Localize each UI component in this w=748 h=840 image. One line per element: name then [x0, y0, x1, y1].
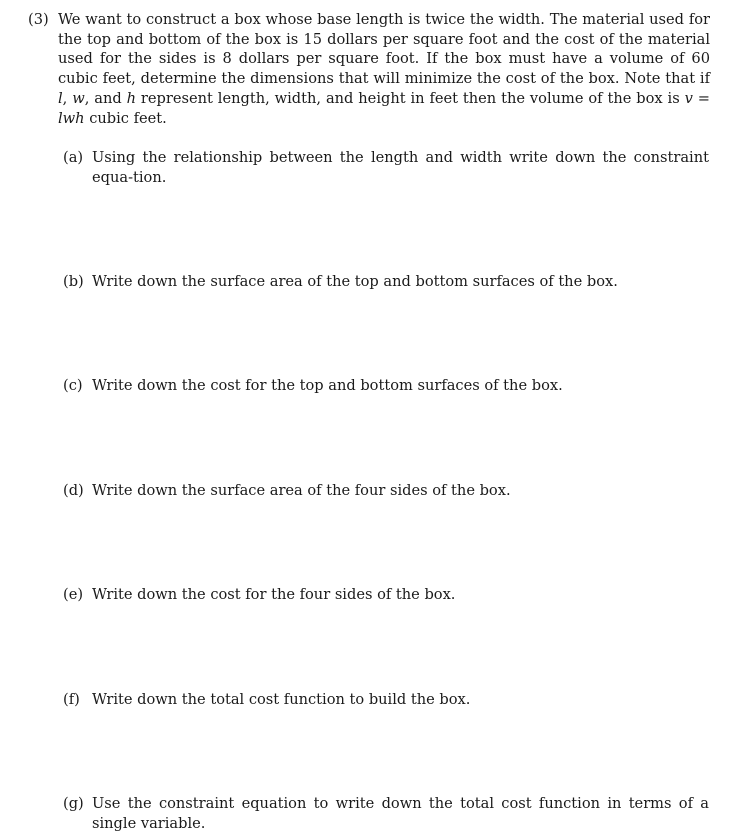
- part-g-label: (g): [63, 795, 84, 812]
- part-e-text: Write down the cost for the four sides of the box.: [92, 586, 456, 603]
- problem-text-part-3: cubic feet.: [84, 109, 167, 127]
- var-h: h: [126, 89, 137, 107]
- problem-statement: [28, 10, 710, 128]
- problem-number: (3): [28, 11, 49, 28]
- part-e-label: (e): [63, 586, 84, 603]
- var-w: w: [72, 89, 85, 107]
- part-d: [63, 481, 709, 501]
- part-c-text: Write down the cost for the top and bottom surfaces of the box.: [92, 377, 563, 394]
- problem-text-part-1: We want to construct a box whose base length is twice the width. The material used for the top and bottom of the box is 15 dollars per square foot and the cost of the material used for the sides is 8 dollars per square foot. If the box must have a volume of 60 cubic feet, determine the dimensions that will minimize the cost of the box. Note that if: [58, 11, 710, 88]
- part-f-label: (f): [63, 691, 80, 708]
- part-g-text: Use the constraint equation to write down the total cost function in terms of a single variable.: [92, 795, 709, 832]
- problem-text-part-2: represent length, width, and height in feet then the volume of the box is: [136, 89, 685, 107]
- part-f-text: Write down the total cost function to build the box.: [92, 691, 471, 708]
- part-b-label: (b): [63, 273, 84, 290]
- part-a-label: (a): [63, 149, 84, 166]
- part-d-text: Write down the surface area of the four sides of the box.: [92, 482, 511, 499]
- part-a: [63, 148, 709, 187]
- var-l: l: [58, 89, 63, 107]
- part-g: [63, 794, 709, 833]
- part-b-text: Write down the surface area of the top and bottom surfaces of the box.: [92, 273, 618, 290]
- part-e: [63, 585, 709, 605]
- part-c-label: (c): [63, 377, 83, 394]
- sep-2: , and: [84, 89, 127, 107]
- volume-formula: v = lwh: [58, 89, 711, 127]
- part-c: [63, 376, 709, 396]
- problem-text: [58, 10, 710, 128]
- part-f: [63, 690, 709, 710]
- part-b: [63, 272, 709, 292]
- part-d-label: (d): [63, 482, 84, 499]
- part-a-text: Using the relationship between the length and width write down the constraint equa-tion.: [92, 149, 709, 186]
- sep-1: ,: [62, 89, 73, 107]
